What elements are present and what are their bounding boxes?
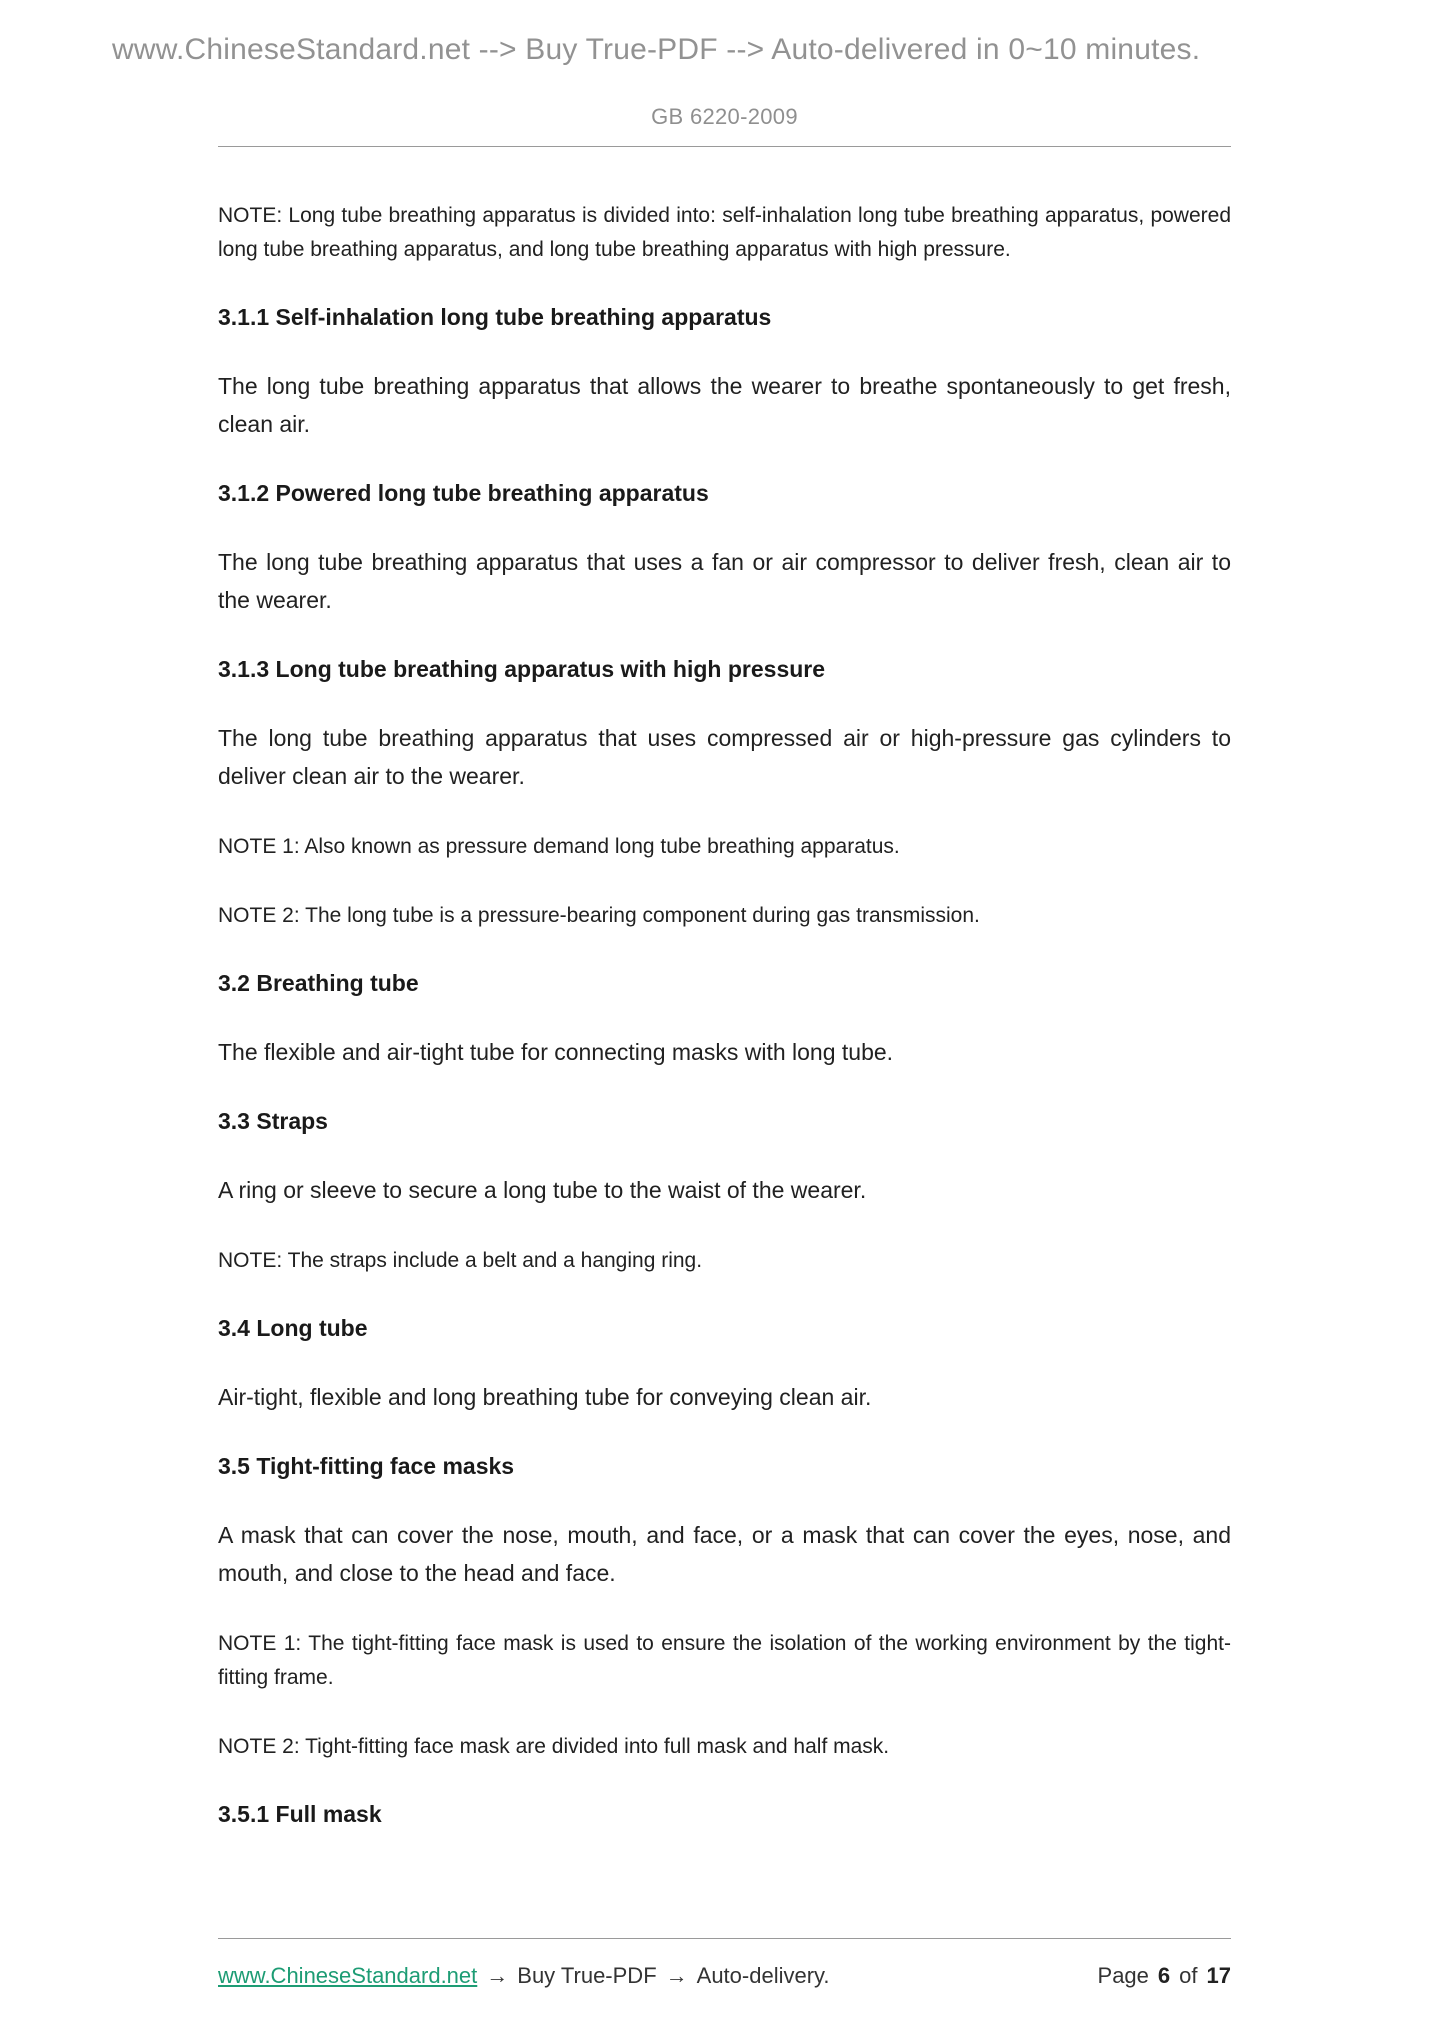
page-total: 17 (1206, 1963, 1231, 1988)
body-paragraph: The long tube breathing apparatus that uses compressed air or high-pressure gas cylinders to deliver clean air to the wearer. (218, 725, 1231, 789)
site-banner: www.ChineseStandard.net --> Buy True-PDF --> Auto-delivered in 0~10 minutes. (112, 33, 1201, 66)
section-heading: 3.5 Tight-fitting face masks (218, 1453, 515, 1479)
footer-row (218, 1963, 1231, 1989)
of-word: of (1179, 1963, 1198, 1988)
footer-delivery-text: Auto-delivery. (696, 1963, 830, 1988)
note-paragraph: NOTE 1: The tight-fitting face mask is used to ensure the isolation of the working environment by the tight-fitting frame. (218, 1632, 1231, 1689)
footer-divider (218, 1938, 1231, 1939)
body-paragraph: Air-tight, flexible and long breathing tube for conveying clean air. (218, 1384, 872, 1410)
doc-code: GB 6220-2009 (651, 104, 798, 129)
footer-buy-text: Buy True-PDF (517, 1963, 657, 1988)
note-paragraph: NOTE: Long tube breathing apparatus is divided into: self-inhalation long tube breathing apparatus, powered long tube breathing apparatus, and long tube breathing apparatus with high pressure. (218, 204, 1231, 261)
document-body (218, 199, 1231, 1829)
body-paragraph: A mask that can cover the nose, mouth, and face, or a mask that can cover the eyes, nose, and mouth, and close to the head and face. (218, 1522, 1231, 1586)
body-paragraph: The flexible and air-tight tube for connecting masks with long tube. (218, 1039, 894, 1065)
page-column (218, 0, 1231, 1864)
section-heading: 3.1.1 Self-inhalation long tube breathing apparatus (218, 304, 772, 330)
body-paragraph: A ring or sleeve to secure a long tube to the waist of the wearer. (218, 1177, 867, 1203)
header-divider (218, 146, 1231, 147)
section-heading: 3.2 Breathing tube (218, 970, 419, 996)
footer-site-link[interactable]: www.ChineseStandard.net (218, 1963, 478, 1988)
page-current: 6 (1157, 1963, 1171, 1988)
section-heading: 3.1.3 Long tube breathing apparatus with high pressure (218, 656, 826, 682)
section-heading: 3.4 Long tube (218, 1315, 368, 1341)
page-word: Page (1097, 1963, 1149, 1988)
arrow-right-icon: → (486, 1963, 509, 1988)
body-paragraph: The long tube breathing apparatus that uses a fan or air compressor to deliver fresh, clean air to the wearer. (218, 549, 1231, 613)
note-paragraph: NOTE 1: Also known as pressure demand long tube breathing apparatus. (218, 835, 900, 858)
section-heading: 3.1.2 Powered long tube breathing apparatus (218, 480, 709, 506)
footer-left (218, 1963, 830, 1989)
section-heading: 3.3 Straps (218, 1108, 328, 1134)
page-footer (218, 1938, 1231, 1989)
note-paragraph: NOTE: The straps include a belt and a hanging ring. (218, 1249, 703, 1272)
arrow-right-icon: → (665, 1963, 688, 1988)
note-paragraph: NOTE 2: The long tube is a pressure-bearing component during gas transmission. (218, 904, 980, 927)
section-heading: 3.5.1 Full mask (218, 1801, 382, 1827)
page-number (1098, 1963, 1231, 1989)
note-paragraph: NOTE 2: Tight-fitting face mask are divided into full mask and half mask. (218, 1735, 890, 1758)
body-paragraph: The long tube breathing apparatus that allows the wearer to breathe spontaneously to get fresh, clean air. (218, 373, 1231, 437)
